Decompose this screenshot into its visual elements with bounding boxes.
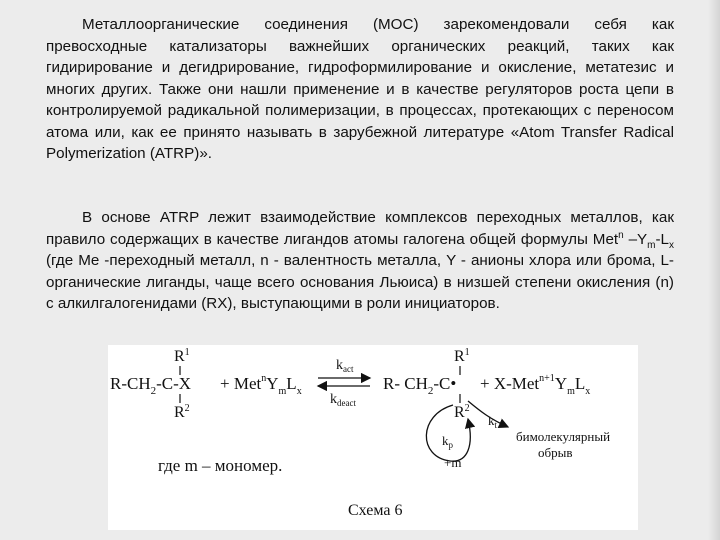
plus-monomer-label: +m [444,455,462,470]
monomer-note: где m – мономер. [158,456,283,475]
paragraph-2-before: В основе ATRP лежит взаимодействие комплексов переходных металлов, как правило содержащих в качестве лигандов атомы галогена общей формулы Met [46,209,674,248]
right-formula: R- $CH_2-C•$ [383,374,457,397]
metal-complex-right: + $X-Met^{n+1}Y_mL_x$ [480,373,591,397]
r2-label: $R^2$ [174,403,190,421]
paragraph-2-mid1: –Y [623,230,648,248]
paragraph-2-sub-m: m [647,239,656,251]
paragraph-1-text: Металлоорганические соединения (МОС) зарекомендовали себя как превосходные катализаторы важнейших органических реакций, таких как гидирирование и дегидрирование, гидроформилирование и окисление, метатезис и многих других. Также они нашли применение и в качестве регуляторов роста цепи в контролируемой радикальной полимеризации, в процессах, протекающих с переносом атома или, как ее принято называть в зарубежной литературе «Atom Transfer Radical Polymerization (ATRP)». [46,16,674,162]
reaction-scheme [108,345,638,530]
scheme-caption: Схема 6 [348,502,403,519]
termination-label: обрыв [538,445,573,460]
left-formula: $R-CH_2-C-X$ [110,374,192,397]
paragraph-2 [46,207,674,315]
paragraph-2-after: (где Me -переходный металл, n - валентность металла, Y - анионы хлора или брома, L-органические лиганды, чаще всего основания Льюиса) в низшей степени окисления (n) с алкилгалогенидами (RX), выступающими в роли инициаторов. [46,252,674,312]
paragraph-2-mid2: -L [655,230,670,248]
r2-label-right: $R^2$ [454,403,470,421]
metal-complex-left: + $Met^nY_mL_x$ [220,373,302,397]
k-act-label: $k_{act}$ [336,358,354,374]
r1-label: $R^1$ [174,347,190,365]
bimolecular-label: бимолекулярный [516,429,611,444]
paragraph-1 [46,14,674,165]
slide-edge-shadow [708,0,720,540]
kt-label: $k_t$ [488,413,498,430]
k-deact-label: $k_{deact}$ [330,392,356,408]
r1-label-right: $R^1$ [454,347,470,365]
kp-label: $k_p$ [442,433,453,450]
paragraph-2-sup-n: n [618,229,624,241]
reaction-scheme-svg [108,345,638,530]
paragraph-2-sub-x: x [669,239,675,251]
